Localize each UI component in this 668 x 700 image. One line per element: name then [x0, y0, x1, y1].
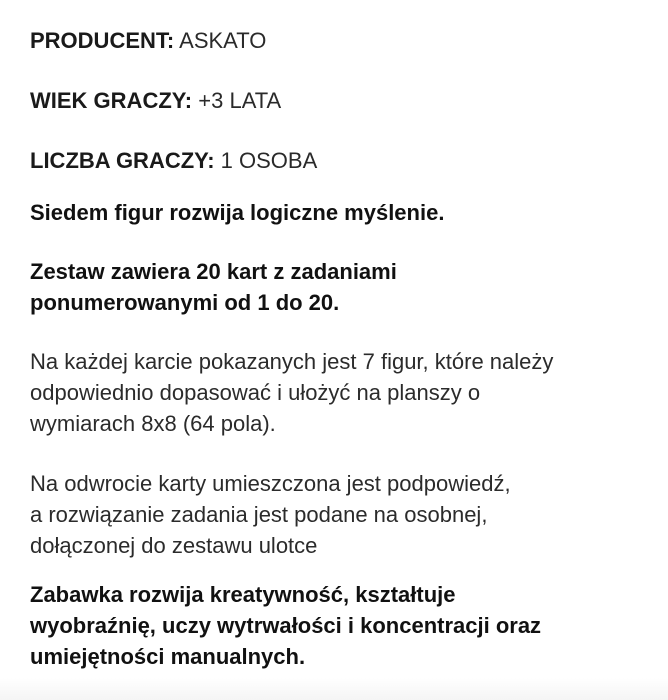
spec-age	[30, 86, 281, 116]
text-line: wyobraźnię, uczy wytrwałości i koncentracji oraz	[30, 613, 542, 638]
text-line: wymiarach 8x8 (64 pola).	[30, 411, 276, 436]
text-line: Siedem figur rozwija logiczne myślenie.	[30, 200, 445, 225]
text-line: Zabawka rozwija kreatywność, kształtuje	[30, 582, 456, 607]
spec-label: LICZBA GRACZY:	[30, 148, 215, 173]
text-line: Na każdej karcie pokazanych jest 7 figur, które należy	[30, 349, 554, 374]
spec-value: 1 OSOBA	[220, 148, 318, 173]
text-line: ponumerowanymi od 1 do 20.	[30, 290, 340, 315]
paragraph-hint	[30, 468, 511, 561]
spec-label: WIEK GRACZY:	[30, 88, 193, 113]
text-line: Zestaw zawiera 20 kart z zadaniami	[30, 259, 397, 284]
spec-value: +3 LATA	[198, 88, 282, 113]
text-line: a rozwiązanie zadania jest podane na osobnej,	[30, 502, 488, 527]
spec-producer	[30, 26, 266, 56]
text-line: dołączonej do zestawu ulotce	[30, 533, 318, 558]
paragraph-logic	[30, 197, 444, 228]
text-line: umiejętności manualnych.	[30, 644, 306, 669]
spec-players	[30, 146, 317, 176]
spec-label: PRODUCENT:	[30, 28, 175, 53]
bottom-edge	[0, 678, 668, 700]
paragraph-benefits	[30, 579, 541, 672]
paragraph-cards	[30, 346, 553, 439]
spec-value: ASKATO	[179, 28, 267, 53]
paragraph-set-contents	[30, 256, 397, 318]
text-line: odpowiednio dopasować i ułożyć na planszy o	[30, 380, 481, 405]
text-line: Na odwrocie karty umieszczona jest podpowiedź,	[30, 471, 511, 496]
